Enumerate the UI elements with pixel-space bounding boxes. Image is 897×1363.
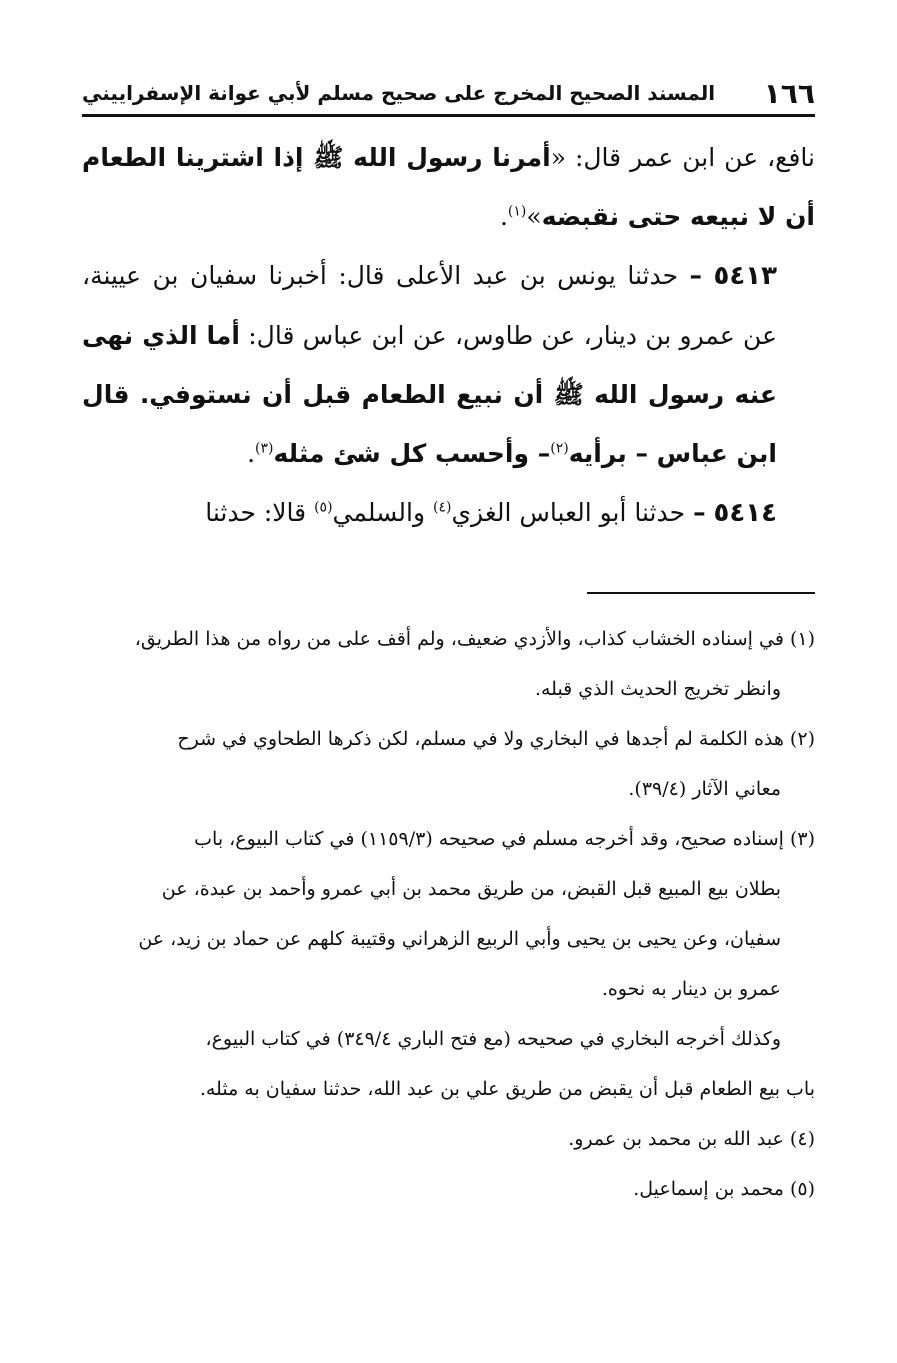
footnote-3-continued bbox=[82, 1014, 815, 1114]
text-plain: . bbox=[247, 439, 256, 468]
hadith-number: ٥٤١٣ bbox=[713, 261, 778, 291]
footnote-text: سفيان، وعن يحيى بن يحيى وأبي الربيع الزهراني وقتيبة كلهم عن حماد بن زيد، عن bbox=[138, 928, 781, 950]
hadith-dash: – bbox=[693, 498, 706, 527]
text-plain: قالا: حدثنا bbox=[205, 498, 315, 527]
page-number: ١٦٦ bbox=[763, 76, 815, 110]
hadith-number: ٥٤١٤ bbox=[713, 498, 777, 528]
footnote-separator bbox=[587, 592, 815, 594]
footnote-ref: (٣) bbox=[255, 440, 274, 457]
page-header bbox=[82, 76, 815, 117]
text-plain: حدثنا أبو العباس الغزي bbox=[451, 498, 686, 527]
footnote-ref: (٤) bbox=[432, 499, 452, 516]
footnote-text: باب بيع الطعام قبل أن يقبض من طريق علي بن عبد الله، حدثنا سفيان به مثله. bbox=[199, 1078, 815, 1100]
footnote-5 bbox=[82, 1164, 815, 1214]
footnote-text: بطلان بيع المبيع قبل القبض، من طريق محمد بن أبي عمرو وأحمد بن عبدة، عن bbox=[161, 878, 781, 900]
text-bold: أما الذي نهى عنه رسول الله ﷺ أن نبيع الطعام قبل أن نستوفي. قال ابن عباس – برأيه bbox=[82, 321, 777, 468]
text-plain: » bbox=[526, 202, 542, 231]
footnote-4 bbox=[82, 1114, 815, 1164]
footnote-1 bbox=[82, 614, 815, 714]
footnote-2 bbox=[82, 714, 815, 814]
text-bold: أمرنا رسول الله ﷺ إذا اشترينا الطعام أن لا نبيعه حتى نقبضه bbox=[82, 143, 815, 231]
footnote-3 bbox=[82, 814, 815, 1014]
hadith-5414 bbox=[82, 483, 815, 543]
footnote-text: (١) في إسناده الخشاب كذاب، والأزدي ضعيف، ولم أقف على من رواه من هذا الطريق، bbox=[134, 628, 815, 650]
footnote-text: وانظر تخريج الحديث الذي قبله. bbox=[534, 678, 781, 700]
hadith-dash: – bbox=[689, 261, 703, 290]
main-text bbox=[82, 128, 815, 543]
text-plain: حدثنا يونس بن عبد الأعلى قال: أخبرنا سفيان بن عيينة، عن عمرو بن دينار، عن طاوس، عن ابن عباس قال: bbox=[82, 261, 777, 350]
footnote-text: معاني الآثار (٣٩/٤). bbox=[628, 778, 781, 800]
running-title: المسند الصحيح المخرج على صحيح مسلم لأبي عوانة الإسفراييني bbox=[82, 81, 716, 105]
footnote-ref: (١) bbox=[507, 203, 527, 220]
text-plain: نافع، عن ابن عمر قال: « bbox=[550, 143, 816, 172]
footnote-ref: (٥) bbox=[314, 499, 333, 516]
text-plain: . bbox=[499, 202, 508, 231]
footnote-text: وكذلك أخرجه البخاري في صحيحه (مع فتح الباري ٣٤٩/٤) في كتاب البيوع، bbox=[205, 1028, 781, 1050]
footnote-text: (٥) محمد بن إسماعيل. bbox=[633, 1178, 815, 1200]
footnote-text: عمرو بن دينار به نحوه. bbox=[601, 978, 781, 1000]
text-bold: – وأحسب كل شئ مثله bbox=[273, 439, 551, 468]
hadith-5413 bbox=[82, 246, 815, 483]
footnotes bbox=[82, 614, 815, 1214]
footnote-ref: (٢) bbox=[550, 440, 569, 457]
hadith-continuation bbox=[82, 128, 815, 246]
footnote-text: (٢) هذه الكلمة لم أجدها في البخاري ولا في مسلم، لكن ذكرها الطحاوي في شرح bbox=[177, 728, 815, 750]
footnote-text: (٣) إسناده صحيح، وقد أخرجه مسلم في صحيحه (١١٥٩/٣) في كتاب البيوع، باب bbox=[194, 828, 815, 850]
footnote-text: (٤) عبد الله بن محمد بن عمرو. bbox=[568, 1128, 815, 1150]
text-plain: والسلمي bbox=[332, 498, 433, 527]
